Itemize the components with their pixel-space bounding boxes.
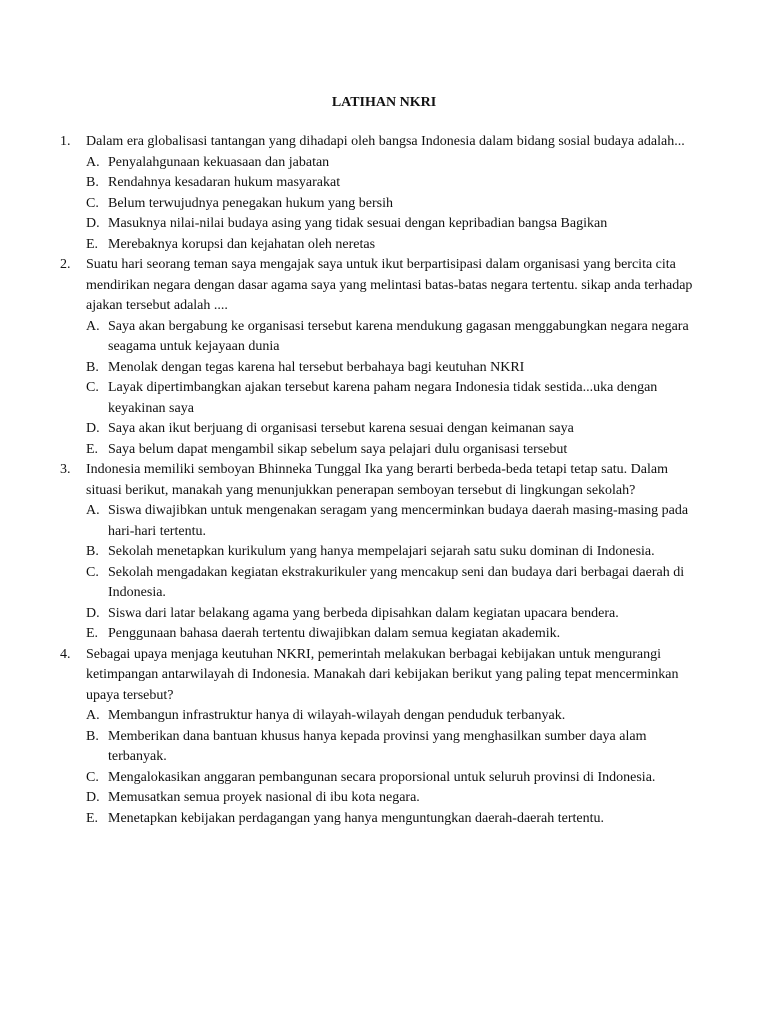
option-text: Siswa dari latar belakang agama yang berbeda dipisahkan dalam kegiatan upacara bendera. (108, 605, 619, 621)
option-list (86, 317, 700, 461)
option-letter: C. (86, 769, 99, 785)
option-text: Rendahnya kesadaran hukum masyarakat (108, 175, 341, 190)
option-text: Penggunaan bahasa daerah tertentu diwajibkan dalam semua kegiatan akademik. (108, 626, 561, 641)
option-text: Siswa diwajibkan untuk mengenakan seragam yang mencerminkan budaya daerah masing-masing pada hari-hari tertentu. (108, 503, 689, 539)
option-text: Sekolah menetapkan kurikulum yang hanya mempelajari sejarah satu suku dominan di Indonesia. (108, 544, 655, 559)
page-title: LATIHAN NKRI (331, 95, 437, 110)
option-letter: D. (86, 216, 100, 231)
question-item (60, 132, 700, 255)
option-text: Merebaknya korupsi dan kejahatan oleh neretas (108, 236, 376, 252)
question-number: 4. (60, 646, 71, 662)
option-text: Saya akan ikut berjuang di organisasi tersebut karena sesuai dengan keimanan saya (108, 421, 574, 436)
option-letter: B. (86, 175, 99, 190)
option-text: Sekolah mengadakan kegiatan ekstrakurikuler yang mencakup seni dan budaya dari berbagai daerah di Indonesia. (108, 564, 685, 600)
question-text: Dalam era globalisasi tantangan yang dihadapi oleh bangsa Indonesia dalam bidang sosial budaya adalah... (86, 134, 685, 149)
option-text: Penyalahgunaan kekuasaan dan jabatan (108, 154, 330, 170)
question-text: Sebagai upaya menjaga keutuhan NKRI, pemerintah melakukan berbagai kebijakan untuk mengurangi ketimpangan antarwilayah di Indonesia. Manakah dari kebijakan berikut yang paling tepat mencerminkan upaya tersebut? (86, 646, 679, 703)
option-item (86, 440, 700, 461)
option-letter: D. (86, 605, 100, 621)
option-letter: C. (86, 380, 99, 395)
option-list (86, 706, 700, 829)
option-item (86, 317, 700, 358)
option-text: Saya belum dapat mengambil sikap sebelum saya pelajari dulu organisasi tersebut (108, 441, 568, 457)
option-letter: E. (86, 236, 99, 252)
option-list (86, 501, 700, 645)
option-letter: E. (86, 626, 99, 641)
option-text: Mengalokasikan anggaran pembangunan secara proporsional untuk seluruh provinsi di Indonesia. (108, 769, 656, 785)
option-letter: D. (86, 790, 100, 805)
option-letter: D. (86, 421, 100, 436)
option-text: Masuknya nilai-nilai budaya asing yang tidak sesuai dengan kepribadian bangsa Bagikan (108, 216, 608, 231)
option-item (86, 501, 700, 542)
option-item (86, 788, 700, 809)
option-item (86, 173, 700, 194)
option-item (86, 214, 700, 235)
option-letter: B. (86, 728, 99, 744)
option-item (86, 542, 700, 563)
question-list (60, 132, 700, 829)
option-text: Menetapkan kebijakan perdagangan yang hanya menguntungkan daerah-daerah tertentu. (108, 810, 605, 826)
question-item (60, 460, 700, 645)
option-item (86, 235, 700, 256)
question-number: 1. (60, 134, 71, 149)
option-text: Memberikan dana bantuan khusus hanya kepada provinsi yang menghasilkan sumber daya alam terbanyak. (108, 728, 647, 764)
option-text: Menolak dengan tegas karena hal tersebut berbahaya bagi keutuhan NKRI (108, 359, 525, 375)
option-item (86, 706, 700, 727)
option-text: Belum terwujudnya penegakan hukum yang bersih (108, 195, 393, 211)
option-text: Saya akan bergabung ke organisasi tersebut karena mendukung gagasan menggabungkan negara negara seagama untuk kejayaan dunia (108, 318, 689, 354)
option-item (86, 153, 700, 174)
option-letter: B. (86, 359, 99, 375)
option-letter: C. (86, 564, 99, 580)
question-number: 2. (60, 257, 71, 272)
option-letter: E. (86, 441, 99, 457)
option-item (86, 194, 700, 215)
option-text: Memusatkan semua proyek nasional di ibu kota negara. (108, 790, 420, 805)
question-item (60, 255, 700, 460)
option-letter: B. (86, 544, 99, 559)
option-item (86, 809, 700, 830)
option-item (86, 727, 700, 768)
option-item (86, 358, 700, 379)
option-text: Membangun infrastruktur hanya di wilayah-wilayah dengan penduduk terbanyak. (108, 708, 566, 723)
option-letter: A. (86, 503, 100, 518)
option-item (86, 768, 700, 789)
option-item (86, 563, 700, 604)
option-list (86, 153, 700, 256)
option-text: Layak dipertimbangkan ajakan tersebut karena paham negara Indonesia tidak sestida...uka dengan keyakinan saya (108, 380, 658, 416)
question-item (60, 645, 700, 830)
option-letter: A. (86, 318, 100, 334)
question-text: Suatu hari seorang teman saya mengajak saya untuk ikut berpartisipasi dalam organisasi yang bercita cita mendirikan negara dengan dasar agama saya yang melintasi batas-batas negara tertentu. sikap anda terhadap ajakan tersebut adalah .... (86, 257, 693, 313)
question-text: Indonesia memiliki semboyan Bhinneka Tunggal Ika yang berarti berbeda-beda tetapi tetap satu. Dalam situasi berikut, manakah yang menunjukkan penerapan semboyan tersebut di lingkungan sekolah? (86, 462, 668, 498)
option-item (86, 624, 700, 645)
option-item (86, 604, 700, 625)
option-letter: C. (86, 195, 99, 211)
option-letter: E. (86, 810, 99, 826)
option-letter: A. (86, 154, 100, 170)
question-number: 3. (60, 462, 71, 477)
option-item (86, 378, 700, 419)
option-item (86, 419, 700, 440)
option-letter: A. (86, 708, 100, 723)
